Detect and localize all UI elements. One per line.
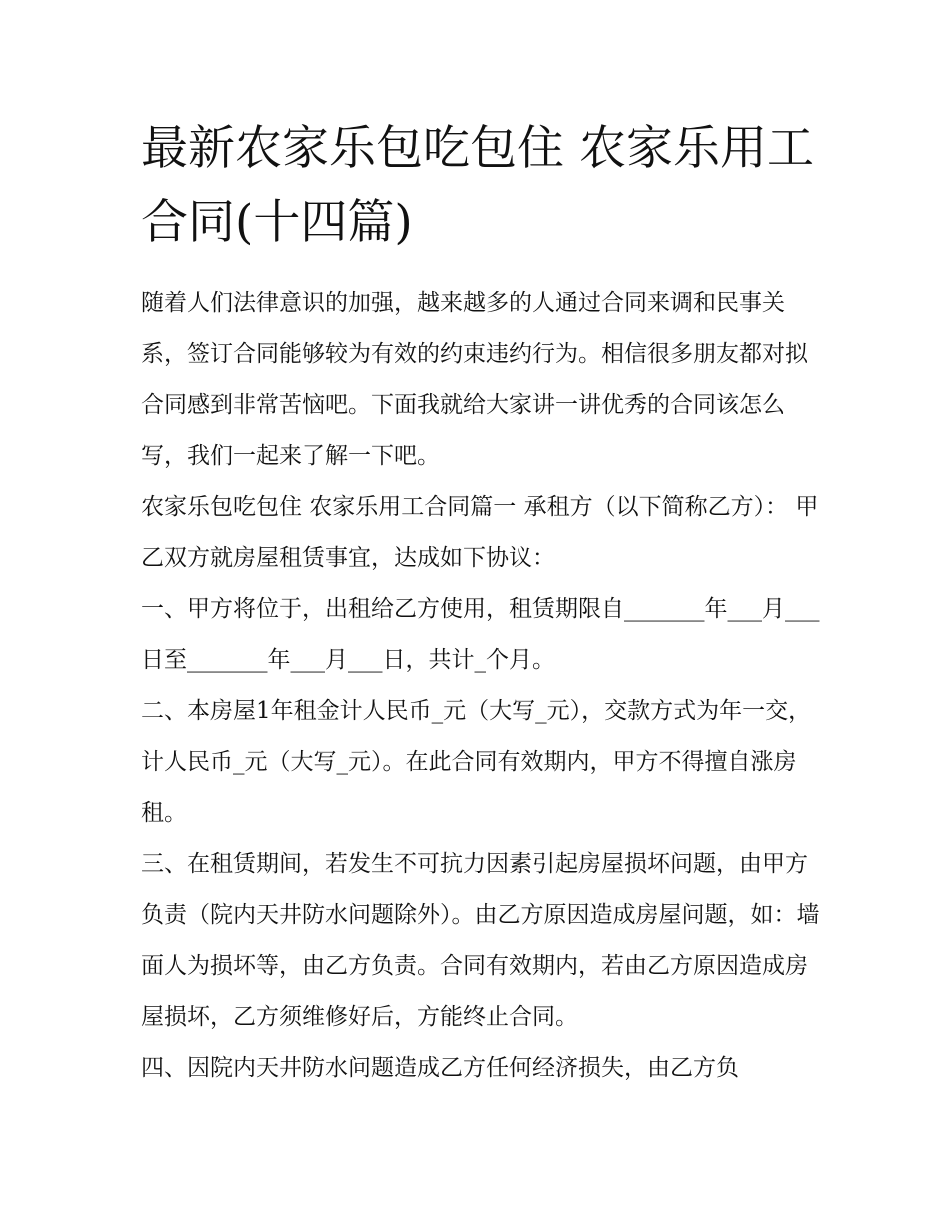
paragraph-clause-3: 三、在租赁期间，若发生不可抗力因素引起房屋损坏问题，由甲方负责（院内天井防水问题除外）。由乙方原因造成房屋问题，如：墙面人为损坏等，由乙方负责。合同有效期内，若由乙方原因造成房屋损坏，乙方须维修好后，方能终止合同。 [141, 851, 820, 1030]
paragraph-clause-4: 四、因院内天井防水问题造成乙方任何经济损失，由乙方负 [141, 1055, 739, 1081]
document-body [141, 278, 821, 1094]
paragraph-contract-header: 农家乐包吃包住 农家乐用工合同篇一 承租方（以下简称乙方）： 甲乙双方就房屋租赁事宜，达成如下协议： [141, 494, 819, 571]
paragraph-intro: 随着人们法律意识的加强，越来越多的人通过合同来调和民事关系，签订合同能够较为有效的约束违约行为。相信很多朋友都对拟合同感到非常苦恼吧。下面我就给大家讲一讲优秀的合同该怎么写，我们一起来了解一下吧。 [141, 290, 808, 469]
document-title: 最新农家乐包吃包住 农家乐用工合同(十四篇) [141, 121, 814, 250]
paragraph-clause-1: 一、甲方将位于，出租给乙方使用，租赁期限自_______年___月___日至_______年___月___日，共计_个月。 [141, 596, 820, 673]
paragraph-clause-2: 二、本房屋1年租金计人民币_元（大写_元），交款方式为年一交，计人民币_元（大写_元）。在此合同有效期内，甲方不得擅自涨房租。 [141, 698, 812, 826]
